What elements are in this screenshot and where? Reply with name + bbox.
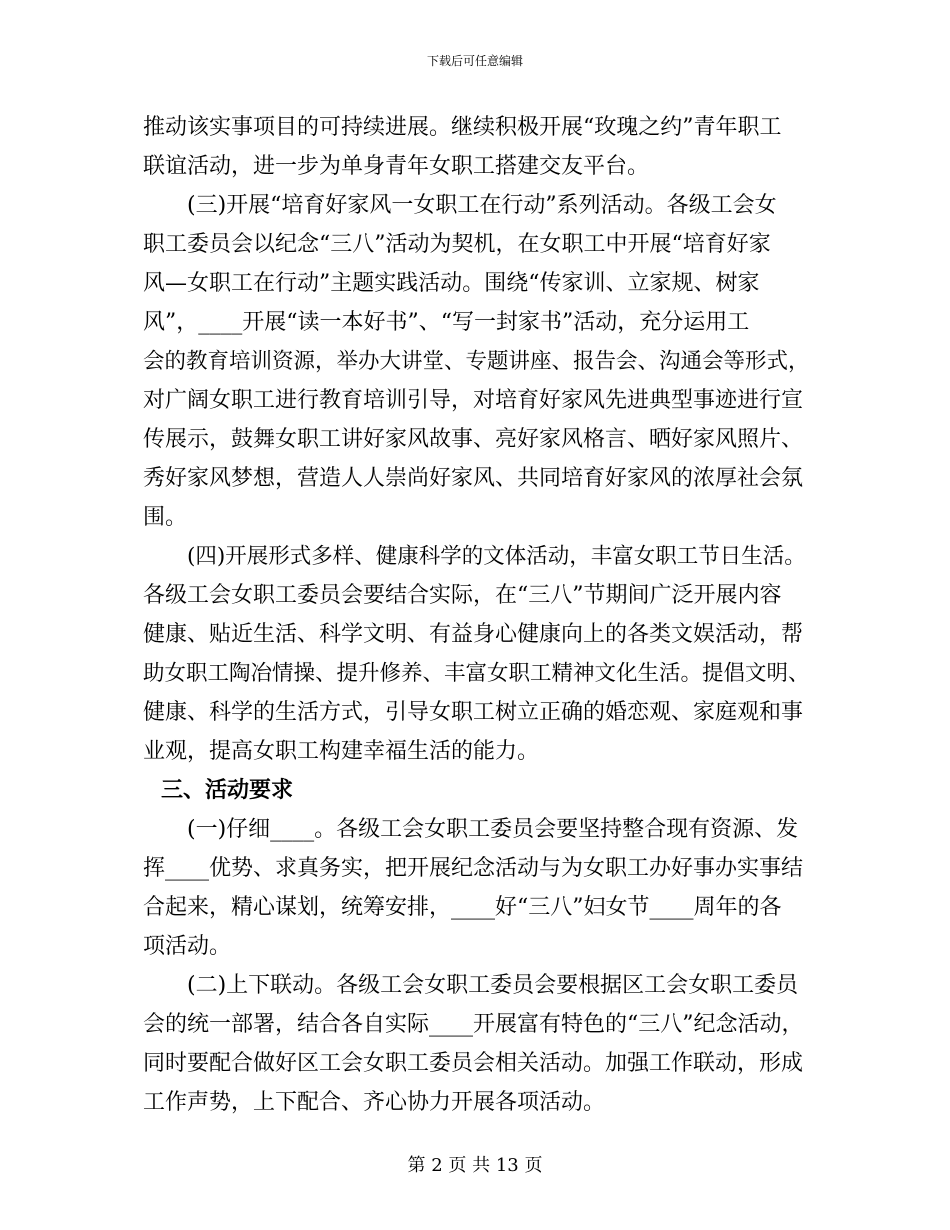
section-heading: 三、活动要求	[161, 778, 294, 803]
body-text-line: 健康、科学的生活方式，引导女职工树立正确的婚恋观、家庭观和事	[143, 700, 804, 725]
body-text-line: 工作声势，上下配合、齐心协力开展各项活动。	[143, 1090, 606, 1115]
body-text-line: 对广阔女职工进行教育培训引导，对培育好家风先进典型事迹进行宣	[143, 388, 804, 413]
body-text-line: (一)仔细____。各级工会女职工委员会要坚持整合现有资源、发	[187, 817, 799, 842]
body-text-line: 风—女职工在行动”主题实践活动。围绕“传家训、立家规、树家	[143, 271, 760, 296]
body-text-line: 传展示，鼓舞女职工讲好家风故事、亮好家风格言、晒好家风照片、	[143, 427, 804, 452]
body-text-line: 项活动。	[143, 934, 232, 959]
body-text-line: 挥____优势、求真务实，把开展纪念活动与为女职工办好事办实事结	[143, 856, 804, 881]
body-text-line: (三)开展“培育好家风一女职工在行动”系列活动。各级工会女	[187, 193, 777, 218]
body-text-line: (二)上下联动。各级工会女职工委员会要根据区工会女职工委员	[187, 973, 799, 998]
page-header-note: 下载后可任意编辑	[426, 54, 523, 68]
body-text-line: 围。	[143, 505, 188, 530]
body-text-line: 推动该实事项目的可持续进展。继续积极开展“玫瑰之约”青年职工	[143, 115, 782, 140]
body-text-line: 会的教育培训资源，举办大讲堂、专题讲座、报告会、沟通会等形式，	[143, 349, 810, 374]
body-text-line: 职工委员会以纪念“三八”活动为契机，在女职工中开展“培育好家	[143, 232, 771, 257]
body-text-line: 业观，提高女职工构建幸福生活的能力。	[143, 739, 540, 764]
body-text-line: 风”，____开展“读一本好书”、“写一封家书”活动，充分运用工	[143, 310, 750, 335]
document-body	[143, 108, 811, 1122]
body-text-line: 会的统一部署，结合各自实际____开展富有特色的“三八”纪念活动，	[143, 1012, 804, 1037]
body-text-line: 秀好家风梦想，营造人人崇尚好家风、共同培育好家风的浓厚社会氛	[143, 466, 804, 491]
body-text-line: 各级工会女职工委员会要结合实际，在“三八”节期间广泛开展内容	[143, 583, 782, 608]
body-text-line: 同时要配合做好区工会女职工委员会相关活动。加强工作联动，形成	[143, 1051, 804, 1076]
body-text-line: 联谊活动，进一步为单身青年女职工搭建交友平台。	[143, 154, 650, 179]
body-text-line: 合起来，精心谋划，统筹安排，____好“三八”妇女节____周年的各	[143, 895, 782, 920]
body-text-line: (四)开展形式多样、健康科学的文体活动，丰富女职工节日生活。	[187, 544, 806, 569]
page-number: 第 2 页 共 13 页	[407, 1155, 543, 1176]
body-text-line: 助女职工陶冶情操、提升修养、丰富女职工精神文化生活。提倡文明、	[143, 661, 810, 686]
body-text-line: 健康、贴近生活、科学文明、有益身心健康向上的各类文娱活动，帮	[143, 622, 804, 647]
